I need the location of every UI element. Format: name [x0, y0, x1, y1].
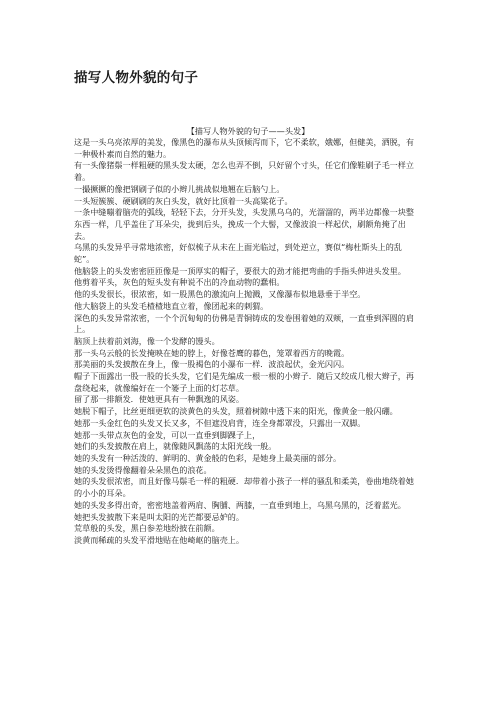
paragraph: 她那一头金红色的头发又长又多，不但遮没肩背，连全身都罩没，只露出一双脚。: [74, 417, 366, 428]
paragraph: 他脑袋上的头发密密匝匝像是一顶厚实的帽子，要很大的劲才能把弯曲的手指头伸进头发里。: [74, 265, 406, 276]
paragraph: 一撮撅撅的像把钢刷子似的小辫儿挑战似地翘在后脑勺上。: [74, 183, 285, 194]
paragraph: 乌黑的头发异乎寻常地浓密，好似梳子从未在上面光临过，到处逆立，赛似“梅杜斯头上的乱蛇”。: [74, 242, 402, 265]
document-body: [74, 137, 420, 547]
paragraph: 她的头发很浓密，而且好像马鬃毛一样的粗硬．却带着小孩子一样的骚乱和柔美，卷曲地绕着她的小小的耳朵。: [74, 476, 414, 499]
paragraph: 她的头发多得出奇，密密地盖着两肩、胸脯、两膝，一直垂到地上，乌黑乌黑的，泛着蓝光。: [74, 499, 406, 510]
paragraph: 一条中缝嘣着脑壳的弧线，轻轻下去，分开头发，头发黑乌乌的，光溜溜的，两半边都像一块整东西一样，几乎盖住了耳朵尖，拢到后头，挽成一个大髻，又像波浪一样起伏，刷额角掩了出去。: [74, 207, 414, 241]
paragraph: 这是一头乌亮浓厚的美发，像黑色的瀑布从头顶倾泻而下，它不柔软，娥娜，但健美，洒脱，有一种极朴素而自然的魅力。: [74, 137, 414, 159]
paragraph: 她的头发有一种活泼的、鲜明的、黄金般的色彩，是她身上最美丽的部分。: [74, 452, 342, 463]
paragraph: 她的头发烫得像翻着朵朵黑色的浪花。: [74, 464, 212, 475]
paragraph: 她那一头带点灰色的金发，可以一直垂到脚踝子上，: [74, 429, 261, 440]
paragraph: 脑顶上扶着前刘海，像一个发酵的馒头。: [74, 335, 220, 346]
paragraph: 荒草般的头发，黑白参差地纷披在前额。: [74, 523, 220, 534]
section-heading: 【描写人物外貌的句子——头发】: [186, 126, 310, 136]
paragraph: 她们的头发披散在肩上，就像随风飘荡的太阳光线一般。: [74, 441, 277, 452]
paragraph: 那美丽的头发披散在身上，像一股褐色的小瀑布一样．波浪起伏，金光闪闪。: [74, 359, 350, 370]
document-title: 描写人物外貌的句子: [74, 70, 199, 86]
paragraph: 他剪着平头，灰色的短头发有种说不出的冷血动物的蠢相。: [74, 277, 285, 288]
paragraph: 淡黄而稀疏的头发平滑地贴在他崎岖的脑壳上。: [74, 534, 244, 545]
paragraph: 留了那一排额发．使她更具有一种飘逸的风姿。: [74, 394, 244, 405]
paragraph: 她把头发披散下来是叫太阳的光芒都要忌妒的。: [74, 511, 244, 522]
paragraph: 那一头乌云般的长发掩映在她的脖上，好像苍鹰的暮色，笼罩着西方的晚霞。: [74, 347, 350, 358]
paragraph: 他的头发很长，很浓密，如一股黑色的激流向上抛溅，又像瀑布似地悬垂于半空。: [74, 289, 366, 300]
paragraph: 一头短簇簇、硬刷刷的灰白头发，就好比顶着一头高粱花子。: [74, 195, 293, 206]
paragraph: 有一头像猪鬃一样粗硬的黑头发太硬，怎么也弄不倒，只好留个寸头，任它们像鞋刷子毛一样立着。: [74, 160, 414, 183]
paragraph: 他大脑袋上的头发毛楂楂地直立着，像团起来的刺猬。: [74, 300, 269, 311]
paragraph: 她脱下帽子，比丝更细更软的淡黄色的头发，照着树隙中透下来的阳光，像黄金一般闪硼。: [74, 406, 398, 417]
paragraph: 深色的头发异常浓密，一个个沉甸甸的仿佛是青铜铸成的发卷围着她的双颊，一直垂到浑圆的肩上。: [74, 312, 414, 335]
paragraph: 帽子下面露出一股一股的长头发，它们是先编成一根一根的小辫子．随后又绞成几根大辫子，再盘绕起来，就像编好在一个篓子上面的灯芯草。: [74, 371, 414, 393]
